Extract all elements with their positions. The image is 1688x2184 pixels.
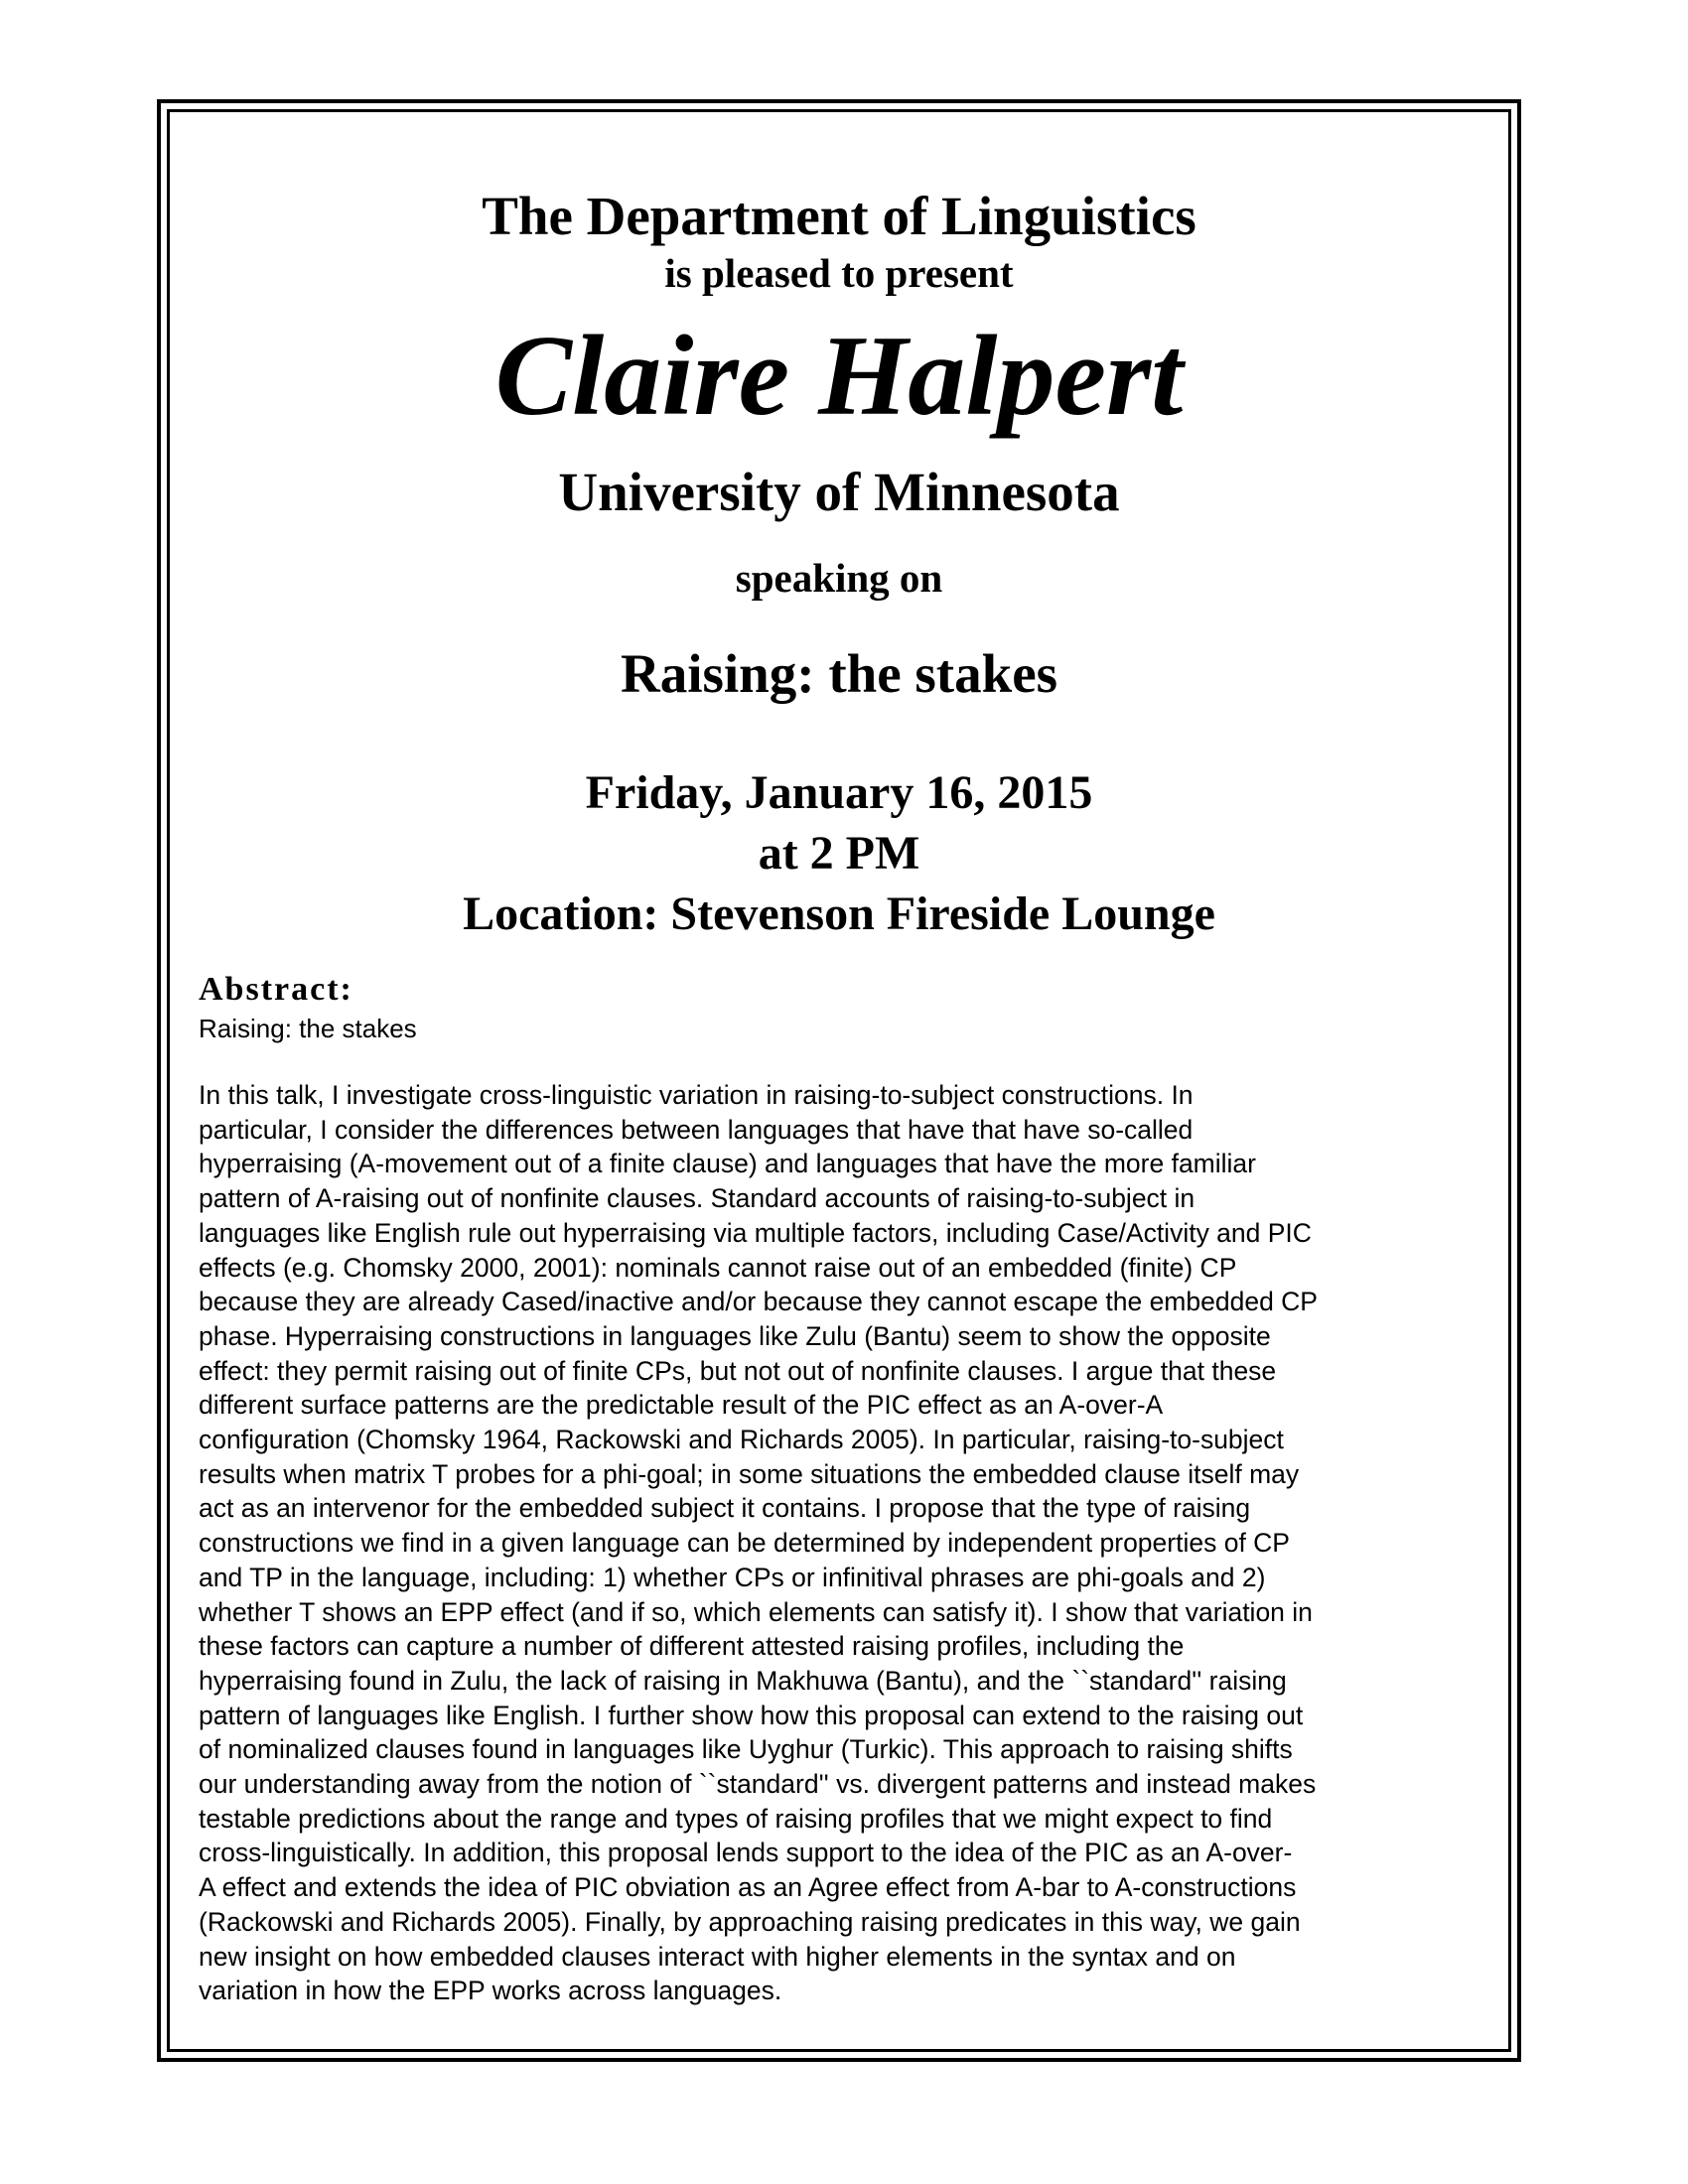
event-date: Friday, January 16, 2015 [585,766,1093,819]
event-time: at 2 PM [758,827,920,880]
abstract-line: our understanding away from the notion of ``standard'' vs. divergent patterns and instead makes [199,1769,1317,1800]
abstract-line: testable predictions about the range and types of raising profiles that we might expect to find [199,1803,1273,1834]
abstract-line: these factors can capture a number of different attested raising profiles, including the [199,1631,1185,1662]
abstract-line: (Rackowski and Richards 2005). Finally, by approaching raising predicates in this way, we gain [199,1906,1301,1937]
abstract-line: In this talk, I investigate cross-linguistic variation in raising-to-subject constructions. In [199,1080,1194,1110]
abstract-line: act as an intervenor for the embedded subject it contains. I propose that the type of raising [199,1493,1251,1524]
abstract-line: hyperraising (A-movement out of a finite clause) and languages that have the more familiar [199,1149,1256,1179]
speaker-name: Claire Halpert [494,313,1184,440]
speaking-on-line: speaking on [735,555,943,601]
abstract-line: pattern of A-raising out of nonfinite clauses. Standard accounts of raising-to-subject in [199,1183,1196,1214]
abstract-line: effect: they permit raising out of finite CPs, but not out of nonfinite clauses. I argue that these [199,1355,1277,1386]
abstract-line: of nominalized clauses found in languages like Uyghur (Turkic). This approach to raising shifts [199,1734,1293,1765]
abstract-line: pattern of languages like English. I further show how this proposal can extend to the raising out [199,1700,1304,1730]
abstract-line: results when matrix T probes for a phi-goal; in some situations the embedded clause itself may [199,1458,1300,1489]
abstract-line: whether T shows an EPP effect (and if so, which elements can satisfy it). I show that variation in [199,1596,1313,1627]
abstract-line: particular, I consider the differences between languages that have that have so-called [199,1114,1194,1145]
abstract-line: effects (e.g. Chomsky 2000, 2001): nominals cannot raise out of an embedded (finite) CP [199,1252,1237,1283]
event-location: Location: Stevenson Fireside Lounge [463,887,1215,940]
abstract-line: new insight on how embedded clauses interact with higher elements in the syntax and on [199,1941,1236,1972]
abstract-line: variation in how the EPP works across languages. [199,1976,782,2006]
abstract-heading: Abstract: [199,971,353,1008]
talk-title: Raising: the stakes [620,643,1058,704]
abstract-line: phase. Hyperraising constructions in languages like Zulu (Bantu) seem to show the opposite [199,1320,1271,1351]
abstract-line: hyperraising found in Zulu, the lack of raising in Makhuwa (Bantu), and the ``standard'' raising [199,1665,1287,1696]
abstract-line: A effect and extends the idea of PIC obviation as an Agree effect from A-bar to A-constructions [199,1872,1297,1903]
speaker-affiliation: University of Minnesota [558,462,1120,522]
presents-line: is pleased to present [664,250,1014,296]
abstract-line: cross-linguistically. In addition, this proposal lends support to the idea of the PIC as an A-over- [199,1838,1293,1868]
abstract-body [199,1078,1494,2008]
department-name: The Department of Linguistics [482,186,1196,246]
abstract-line: configuration (Chomsky 1964, Rackowski and Richards 2005). In particular, raising-to-subject [199,1425,1284,1455]
abstract-line: because they are already Cased/inactive and/or because they cannot escape the embedded CP [199,1287,1318,1317]
abstract-line: constructions we find in a given language can be determined by independent properties of CP [199,1528,1290,1559]
abstract-line: different surface patterns are the predictable result of the PIC effect as an A-over-A [199,1390,1164,1421]
abstract-title: Raising: the stakes [199,1014,417,1043]
abstract-line: languages like English rule out hyperraising via multiple factors, including Case/Activity and PIC [199,1217,1312,1248]
abstract-line: and TP in the language, including: 1) whether CPs or infinitival phrases are phi-goals and 2) [199,1562,1266,1592]
